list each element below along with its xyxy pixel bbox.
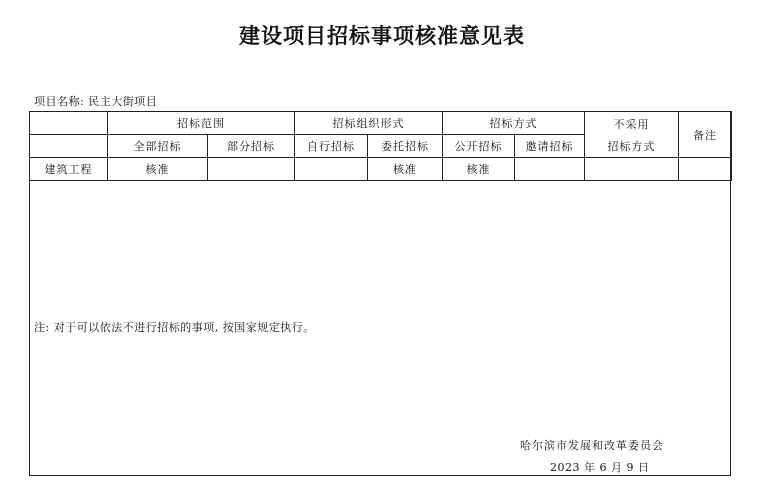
header-not-adopt bbox=[585, 112, 679, 158]
subheader-public: 公开招标 bbox=[443, 135, 515, 158]
header-row-1 bbox=[30, 112, 732, 135]
cell-remarks bbox=[679, 158, 732, 181]
cell-not-adopt bbox=[585, 158, 679, 181]
approval-table bbox=[29, 111, 732, 181]
subheader-invited: 邀请招标 bbox=[515, 135, 585, 158]
cell-full: 核准 bbox=[108, 158, 208, 181]
subheader-full: 全部招标 bbox=[108, 135, 208, 158]
issue-date: 2023 年 6 月 9 日 bbox=[550, 461, 650, 474]
cell-invited bbox=[515, 158, 585, 181]
cell-public: 核准 bbox=[443, 158, 515, 181]
corner-cell-2 bbox=[30, 135, 108, 158]
subheader-partial: 部分招标 bbox=[208, 135, 295, 158]
table-row bbox=[30, 158, 732, 181]
issuing-authority: 哈尔滨市发展和改革委员会 bbox=[520, 439, 664, 452]
header-remarks: 备注 bbox=[679, 112, 732, 158]
header-not-adopt-line1: 不采用 bbox=[613, 117, 650, 131]
cell-partial bbox=[208, 158, 295, 181]
header-organization: 招标组织形式 bbox=[295, 112, 443, 135]
footnote: 注: 对于可以依法不进行招标的事项, 按国家规定执行。 bbox=[34, 321, 315, 334]
page-title: 建设项目招标事项核准意见表 bbox=[239, 23, 525, 48]
project-name: 项目名称: 民主大街项目 bbox=[34, 95, 158, 108]
subheader-entrusted: 委托招标 bbox=[368, 135, 443, 158]
subheader-self: 自行招标 bbox=[295, 135, 368, 158]
header-scope: 招标范围 bbox=[108, 112, 295, 135]
header-not-adopt-line2: 招标方式 bbox=[607, 139, 656, 153]
corner-cell bbox=[30, 112, 108, 135]
row-label: 建筑工程 bbox=[30, 158, 108, 181]
cell-entrusted: 核准 bbox=[368, 158, 443, 181]
cell-self bbox=[295, 158, 368, 181]
header-method: 招标方式 bbox=[443, 112, 585, 135]
